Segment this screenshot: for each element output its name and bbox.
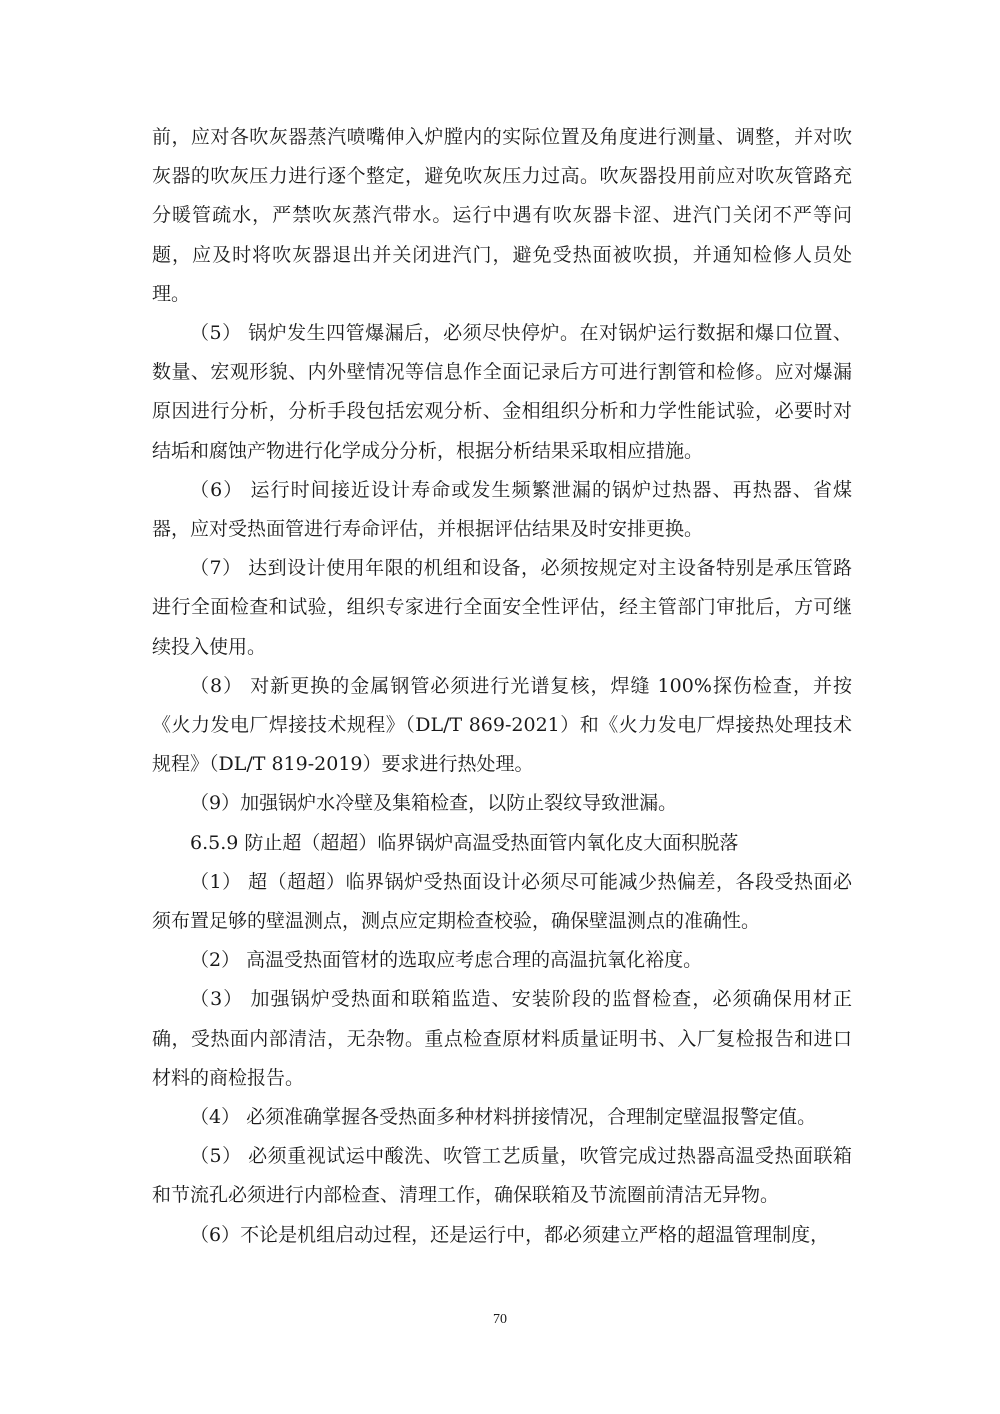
paragraph-item-1: （1） 超（超超）临界锅炉受热面设计必须尽可能减少热偏差，各段受热面必须布置足够的壁温测点，测点应定期检查校验，确保壁温测点的准确性。 bbox=[152, 870, 852, 933]
paragraph-continuation: 前，应对各吹灰器蒸汽喷嘴伸入炉膛内的实际位置及角度进行测量、调整，并对吹灰器的吹灰压力进行逐个整定，避免吹灰压力过高。吹灰器投用前应对吹灰管路充分暖管疏水，严禁吹灰蒸汽带水。运行中遇有吹灰器卡涩、进汽门关闭不严等问题，应及时将吹灰器退出并关闭进汽门，避免受热面被吹损，并通知检修人员处理。 bbox=[152, 126, 852, 305]
paragraph-item-8: （8） 对新更换的金属钢管必须进行光谱复核，焊缝 100%探伤检查，并按《火力发电厂焊接技术规程》（DL/T 869-2021）和《火力发电厂焊接热处理技术规程》（DL/T 819-2019）要求进行热处理。 bbox=[152, 674, 852, 776]
paragraph-item-6b: （6）不论是机组启动过程，还是运行中，都必须建立严格的超温管理制度， bbox=[190, 1223, 830, 1246]
paragraph-item-5: （5） 锅炉发生四管爆漏后，必须尽快停炉。在对锅炉运行数据和爆口位置、数量、宏观形貌、内外壁情况等信息作全面记录后方可进行割管和检修。应对爆漏原因进行分析，分析手段包括宏观分析、金相组织分析和力学性能试验，必要时对结垢和腐蚀产物进行化学成分分析，根据分析结果采取相应措施。 bbox=[152, 322, 852, 462]
paragraph-item-6: （6） 运行时间接近设计寿命或发生频繁泄漏的锅炉过热器、再热器、省煤器，应对受热面管进行寿命评估，并根据评估结果及时安排更换。 bbox=[152, 478, 852, 541]
section-heading-6-5-9: 6.5.9 防止超（超超）临界锅炉高温受热面管内氧化皮大面积脱落 bbox=[190, 831, 739, 854]
paragraph-item-9: （9）加强锅炉水冷壁及集箱检查，以防止裂纹导致泄漏。 bbox=[190, 792, 678, 815]
paragraph-item-3: （3） 加强锅炉受热面和联箱监造、安装阶段的监督检查，必须确保用材正确，受热面内部清洁，无杂物。重点检查原材料质量证明书、入厂复检报告和进口材料的商检报告。 bbox=[152, 988, 852, 1089]
body-text bbox=[152, 118, 852, 1255]
paragraph-item-2: （2） 高温受热面管材的选取应考虑合理的高温抗氧化裕度。 bbox=[190, 949, 703, 972]
paragraph-item-7: （7） 达到设计使用年限的机组和设备，必须按规定对主设备特别是承压管路进行全面检查和试验，组织专家进行全面安全性评估，经主管部门审批后，方可继续投入使用。 bbox=[152, 557, 852, 658]
page-number: 70 bbox=[493, 1312, 507, 1327]
paragraph-item-5b: （5） 必须重视试运中酸洗、吹管工艺质量，吹管完成过热器高温受热面联箱和节流孔必须进行内部检查、清理工作，确保联箱及节流圈前清洁无异物。 bbox=[152, 1145, 852, 1207]
paragraph-item-4: （4） 必须准确掌握各受热面多种材料拼接情况，合理制定壁温报警定值。 bbox=[190, 1106, 817, 1129]
